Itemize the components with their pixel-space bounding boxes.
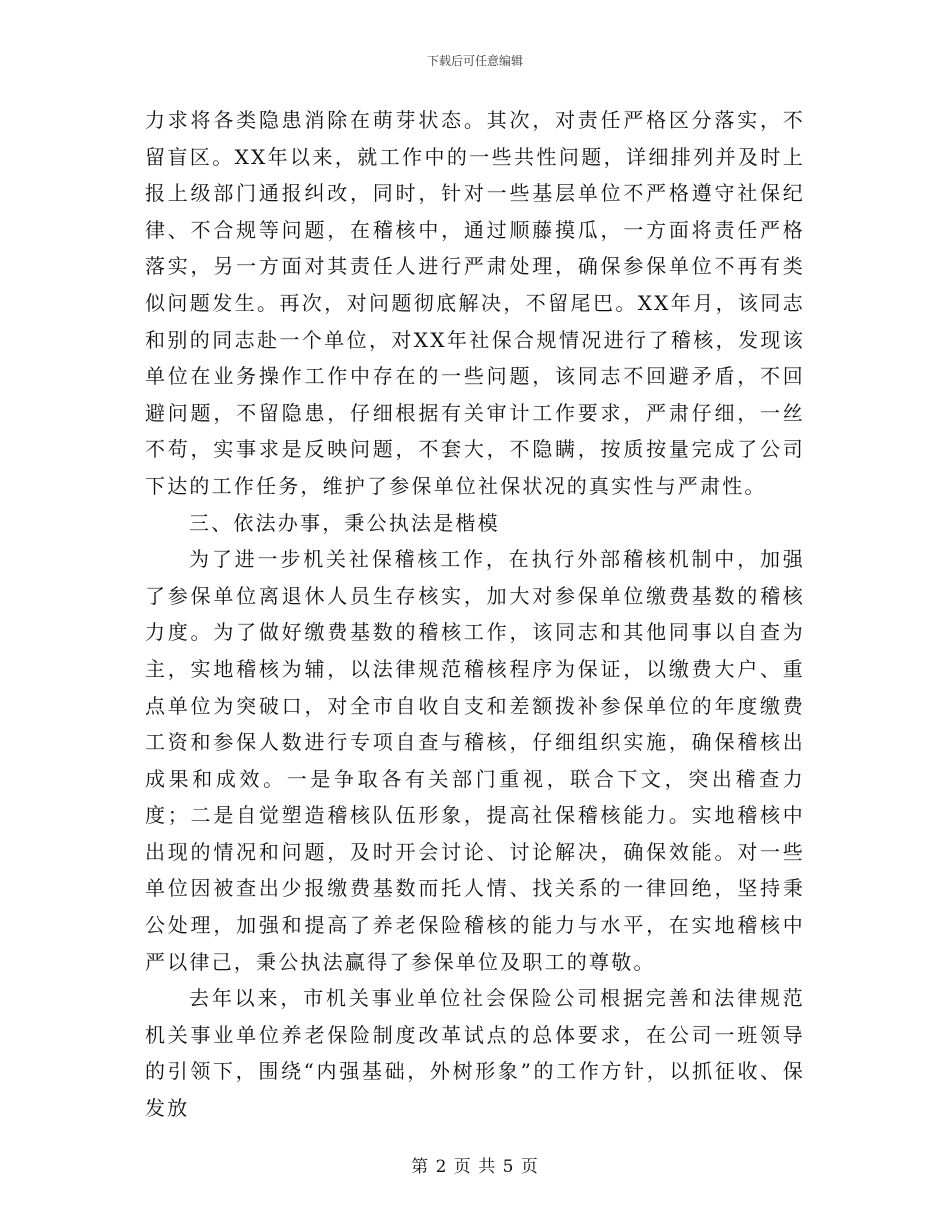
section-heading: 三、依法办事，秉公执法是楷模 (189, 510, 500, 535)
page-header: 下载后可任意编辑 (426, 54, 523, 68)
paragraph: 为了进一步机关社保稽核工作，在执行外部稽核机制中，加强了参保单位离退休人员生存核实，加大对参保单位缴费基数的稽核力度。为了做好缴费基数的稽核工作，该同志和其他同事以自查为主，实地稽核为辅，以法律规范稽核程序为保证，以缴费大户、重点单位为突破口，对全市自收自支和差额拨补参保单位的年度缴费工资和参保人数进行专项自查与稽核，仔细组织实施，确保稽核出成果和成效。一是争取各有关部门重视，联合下文，突出稽查力度；二是自觉塑造稽核队伍形象，提高社保稽核能力。实地稽核中出现的情况和问题，及时开会讨论、讨论解决，确保效能。对一些单位因被查出少报缴费基数而托人情、找关系的一律回绝，坚持秉公处理，加强和提高了养老保险稽核的能力与水平，在实地稽核中严以律己，秉公执法赢得了参保单位及职工的尊敬。 (145, 547, 805, 974)
paragraph-continuation: 力求将各类隐患消除在萌芽状态。其次，对责任严格区分落实，不留盲区。XX年以来，就工作中的一些共性问题，详细排列并及时上报上级部门通报纠改，同时，针对一些基层单位不严格遵守社保纪律、不合规等问题，在稽核中，通过顺藤摸瓜，一方面将责任严格落实，另一方面对其责任人进行严肃处理，确保参保单位不再有类似问题发生。再次，对问题彻底解决，不留尾巴。XX年月，该同志和别的同志赴一个单位，对XX年社保合规情况进行了稽核，发现该单位在业务操作工作中存在的一些问题，该同志不回避矛盾，不回避问题，不留隐患，仔细根据有关审计工作要求，严肃仔细，一丝不苟，实事求是反映问题，不套大，不隐瞒，按质按量完成了公司下达的工作任务，维护了参保单位社保状况的真实性与严肃性。 (145, 108, 805, 498)
paragraph: 去年以来，市机关事业单位社会保险公司根据完善和法律规范机关事业单位养老保险制度改革试点的总体要求，在公司一班领导的引领下，围绕“内强基础，外树形象”的工作方针，以抓征收、保发放 (145, 986, 805, 1121)
page-number: 第 2 页 共 5 页 (411, 1157, 539, 1177)
document-body (145, 102, 805, 1127)
